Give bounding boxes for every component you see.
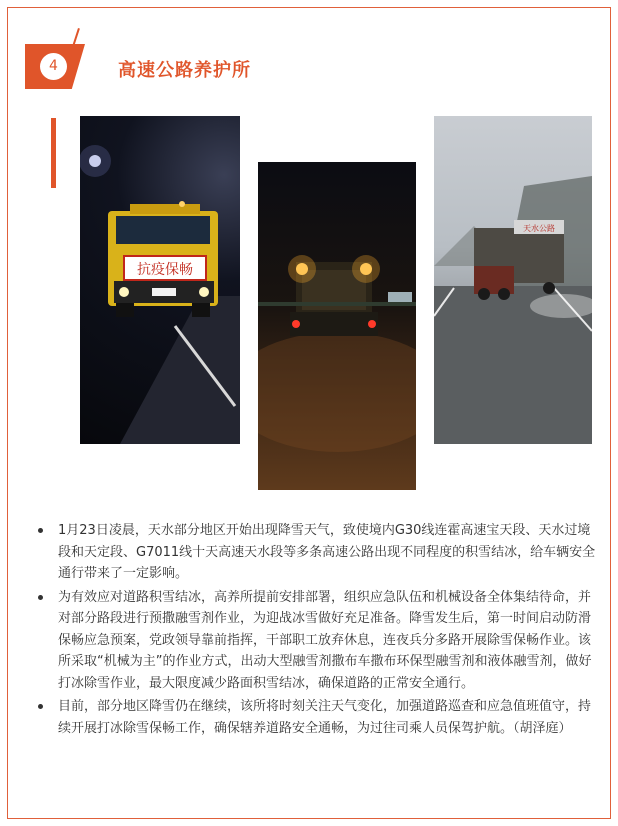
photo-3-illustration bbox=[434, 116, 592, 444]
accent-bar bbox=[51, 118, 56, 188]
paragraph-text: 为有效应对道路积雪结冰，高养所提前安排部署，组织应急队伍和机械设备全体集结待命，并对部分路段进行预撒融雪剂作业，为迎战冰雪做好充足准备。降雪发生后，第一时间启动防滑保畅应急预案，党政领导靠前指挥，干部职工放弃休息，连夜兵分多路开展除雪保畅作业。该所采取“机械为主”的作业方式，出动大型融雪剂撒布车撒布环保型融雪剂和液体融雪剂，做好打冰除雪作业，最大限度减少路面积雪结冰，确保道路的正常安全通行。 bbox=[58, 589, 592, 691]
photo-snow-truck-day-spraying bbox=[434, 116, 592, 444]
section-title: 高速公路养护所 bbox=[118, 60, 251, 81]
list-item bbox=[36, 696, 596, 739]
paragraph-text: 1月23日凌晨，天水部分地区开始出现降雪天气，致使境内G30线连霍高速宝天段、天水过境段和天定段、G7011线十天高速天水段等多条高速公路出现不同程度的积雪结冰，给车辆安全通行带来了一定影响。 bbox=[58, 523, 596, 581]
bullet-icon bbox=[38, 704, 43, 709]
list-item bbox=[36, 520, 596, 585]
photo-3-banner: 天水公路 bbox=[523, 224, 555, 233]
photo-1-illustration bbox=[80, 116, 240, 444]
article-body bbox=[36, 520, 596, 741]
photo-2-illustration bbox=[258, 162, 416, 490]
list-item bbox=[36, 587, 596, 695]
section-number: 4 bbox=[40, 53, 67, 80]
photo-1-banner: 抗疫保畅 bbox=[137, 262, 193, 278]
photo-snow-truck-night-rear bbox=[258, 162, 416, 490]
photo-snow-truck-night-front bbox=[80, 116, 240, 444]
bullet-icon bbox=[38, 595, 43, 600]
paragraph-text: 目前，部分地区降雪仍在继续，该所将时刻关注天气变化，加强道路巡查和应急值班值守，持续开展打冰除雪保畅工作，确保辖养道路安全通畅，为过往司乘人员保驾护航。（胡泽庭） bbox=[58, 699, 592, 736]
bullet-icon bbox=[38, 528, 43, 533]
